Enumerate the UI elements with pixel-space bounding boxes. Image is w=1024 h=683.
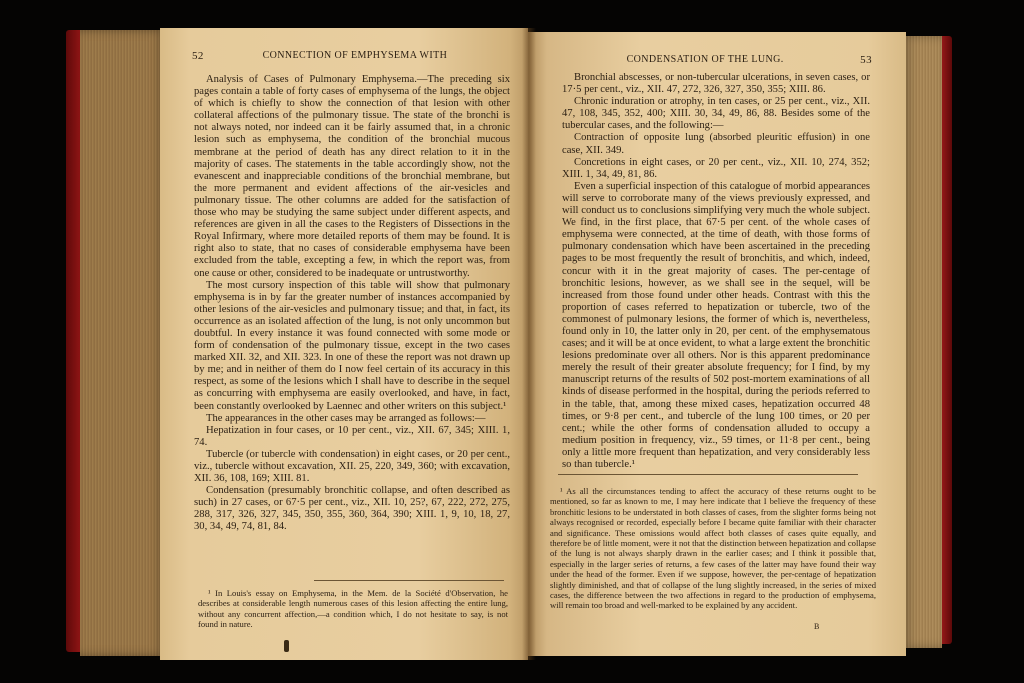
right-paragraph: Concretions in eight cases, or 20 per cent., viz., XII. 10, 274, 352; XIII. 1, 34, 49, 81, 86. bbox=[562, 156, 870, 180]
right-footnote bbox=[550, 486, 876, 611]
right-paragraph: Contraction of opposite lung (absorbed pleuritic effusion) in one case, XII. 349. bbox=[562, 132, 870, 156]
left-footnote-rule bbox=[314, 580, 504, 581]
left-running-header bbox=[192, 50, 506, 62]
left-footnote bbox=[198, 588, 508, 630]
book-gutter bbox=[522, 28, 536, 660]
signature-mark: B bbox=[814, 622, 820, 631]
page-bottom-notch bbox=[284, 640, 289, 652]
right-page-stack bbox=[902, 36, 942, 648]
right-footnote-rule bbox=[558, 474, 858, 475]
left-paragraph: Condensation (presumably bronchitic collapse, and often described as such) in 27 cases, or 67·5 per cent., viz., XII. 10, 25?, 67, 222, 272, 275, 288, 317, 326, 327, 345, 350, 355, 360, 364, 390; XIII. 1, 9, 10, 18, 27, 30, 34, 49, 74, 81, 84. bbox=[194, 485, 510, 533]
right-body-text bbox=[562, 72, 870, 471]
left-footnote-text: ¹ In Louis's essay on Emphysema, in the Mem. de la Société d'Observation, he describes at considerable length numerous cases of this lesion affecting the entire lung, without any concurrent affection,—a condition which, I do not hesitate to say, is not found in nature. bbox=[198, 588, 508, 630]
left-running-head-title: CONNECTION OF EMPHYSEMA WITH bbox=[262, 50, 448, 61]
right-footnote-text: ¹ As all the circumstances tending to affect the accuracy of these returns ought to be mentioned, so far as known to me, I may here indicate that I believe the frequency of these bronchitic lesions to be understated in both classes of cases, from the slighter forms being not always recognised or recorded, especially before I became quite familiar with their character and significance. These omissions would affect both classes of cases quite equally, and therefore be of little moment, were it not that the distinction between hepatization and collapse of the lung is not always sharply drawn in the earlier cases; and I think it possible that, especially in the larger series of returns, a few cases of the latter may have found their way under the head of the former. Even if we suppose, however, the per-centage of hepatization slightly diminished, and that of collapse of the lung slightly increased, in the series of mixed cases, the difference between the two affections in regard to the production of emphysema, will remain too broad and well-marked to be explained by any accident. bbox=[550, 486, 876, 611]
left-page-stack bbox=[80, 30, 166, 656]
right-running-header bbox=[550, 54, 872, 66]
right-paragraph: Chronic induration or atrophy, in ten cases, or 25 per cent., viz., XII. 47, 108, 345, 352, 400; XIII. 30, 34, 49, 86, 88. Besides some of the tubercular cases, and the following:— bbox=[562, 96, 870, 132]
left-paragraph: The appearances in the other cases may be arranged as follows:— bbox=[206, 412, 486, 424]
left-paragraph: Tubercle (or tubercle with condensation) in eight cases, or 20 per cent., viz., tubercle without excavation, XII. 25, 220, 349, 360; with excavation, XII. 36, 108, 169; XIII. 81. bbox=[194, 448, 510, 485]
right-page bbox=[528, 32, 906, 656]
right-page-number: 53 bbox=[860, 54, 872, 66]
left-page-number: 52 bbox=[192, 50, 204, 62]
left-paragraph: Analysis of Cases of Pulmonary Emphysema.—The preceding six pages contain a table of forty cases of emphysema of the lungs, the object of which is chiefly to show the connection of that lesion with other collateral affections of the pulmonary tissue. The state of the bronchi is not always noted, nor indeed can it be fairly assumed that, in a chronic lesion such as emphysema, the condition of the bronchial mucous membrane at the period of death has any direct relation to it in the majority of cases. The statements in the table accordingly show, not the evanescent and inappreciable conditions of the bronchial membrane, but the more permanent and evident affections of the air-vesicles and pulmonary tissue. The other columns are added for the satisfaction of those who may be studying the same subject under different aspects, and references are given in all the cases to the Registers of Dissections in the Royal Infirmary, where more detailed reports of them may be found. It is right also to state, that no cases of considerable emphysema have been excluded from the table, excepting a few, in which the report was, from one cause or other, considered to be inadequate or untrustworthy. bbox=[194, 74, 510, 279]
left-paragraph: Hepatization in four cases, or 10 per cent., viz., XII. 67, 345; XIII. 1, 74. bbox=[194, 424, 510, 448]
right-running-head-title: CONDENSATION OF THE LUNG. bbox=[626, 54, 784, 65]
left-page bbox=[160, 28, 528, 660]
left-paragraph: The most cursory inspection of this table will show that pulmonary emphysema is in by far the greater number of instances accompanied by other lesions of the air-vesicles and pulmonary tissue; and that, in fact, its occurrence as an isolated affection of the lung, is not only uncommon but doubtful. In every instance it was found connected with some mode or form of condensation of the pulmonary tissue, except in the two cases marked XII. 32, and XII. 323. In one of these the report was not drawn up by me; and in neither of them do I now feel certain of its accuracy in this respect, as some of the lesions which I shall have to describe in the sequel as concurring with emphysema are easily overlooked, and have, in fact, been constantly overlooked by Laennec and other writers on this subject.¹ bbox=[194, 279, 510, 412]
right-paragraph: Bronchial abscesses, or non-tubercular ulcerations, in seven cases, or 17·5 per cent., viz., XII. 47, 272, 326, 327, 350, 355; XIII. 86. bbox=[562, 72, 870, 96]
left-body-text bbox=[194, 74, 510, 534]
right-paragraph: Even a superficial inspection of this catalogue of morbid appearances will serve to corroborate many of the views previously expressed, and will conduct us to conclusions simplifying very much the whole subject. We find, in the first place, that 67·5 per cent. of the whole cases of emphysema were connected, at the time of death, with those forms of pulmonary condensation which have been ascertained in the preceding pages to be most frequently the result of bronchitis, and which, indeed, concur with it in the great majority of cases. The per-centage of bronchitic lesions, however, as we shall see in the sequel, will be increased from those found under other heads. Contrast with this the proportion of cases referred to hepatization or tubercle, two of the commonest of pulmonary lesions, the former of which is, nevertheless, found only in 10, the latter only in 20, per cent. of the emphysematous cases; and it will be at once evident, to what a large extent the bronchitic lesions predominate over all others. Nor is this apparent predominance merely the result of their greater absolute frequency; for I find, by my manuscript returns of the results of 502 post-mortem examinations of all kinds of disease performed in the hospital, during the periods referred to in the table, that, among these mixed cases, hepatization occurred 48 times, or 9·8 per cent., and tubercle of the lung 100 times, or 20 per cent.; while the other forms of condensation alluded to occupy a medium position in frequency, viz., 59 times, or 11·8 per cent., being only a little more frequent than hepatization, and very considerably less so than tubercle.¹ bbox=[562, 180, 870, 470]
